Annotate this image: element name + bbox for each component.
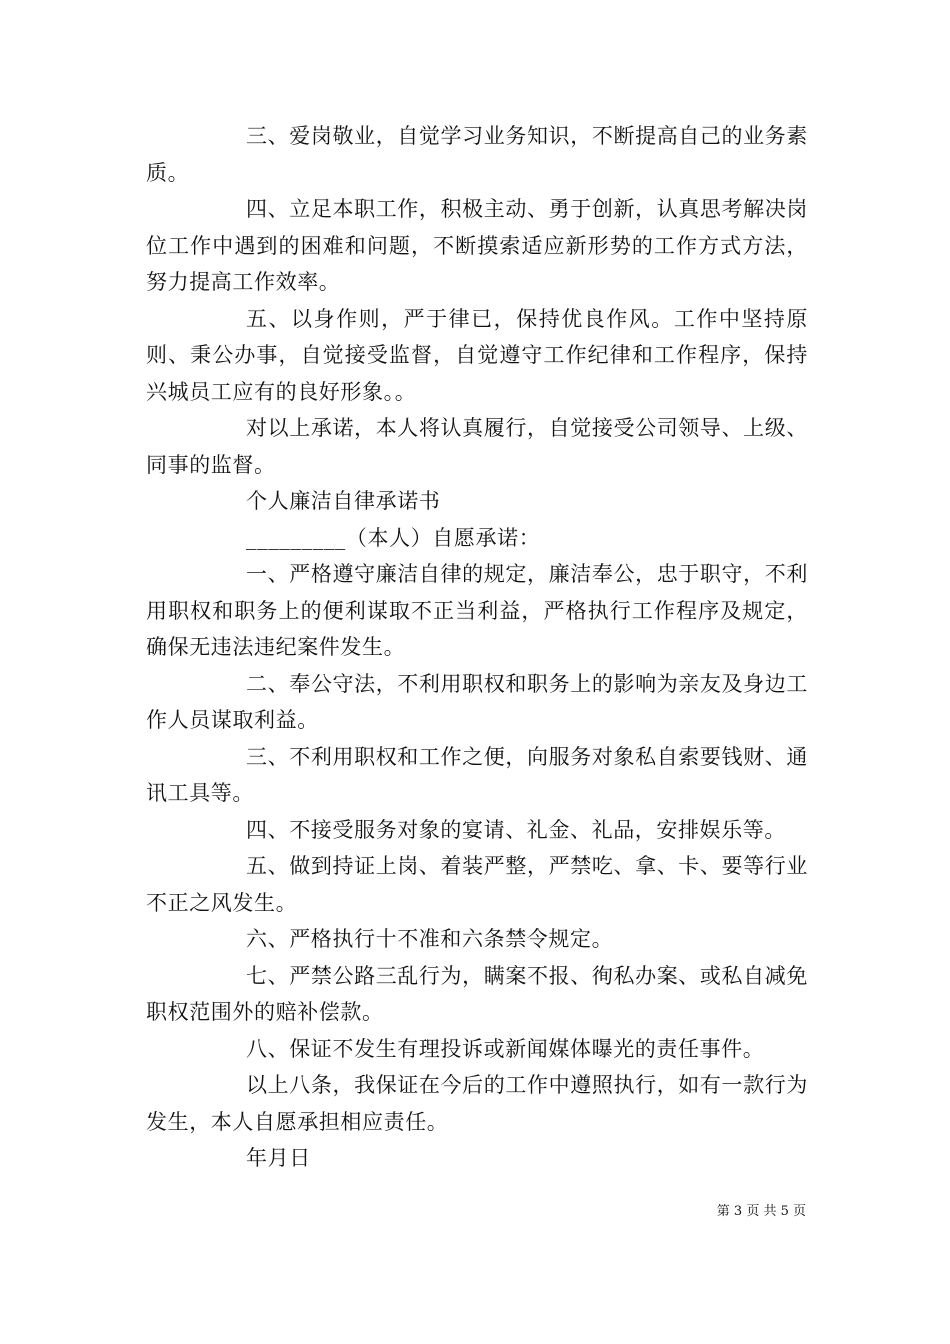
paragraph-pledge-7: 七、严禁公路三乱行为，瞒案不报、徇私办案、或私自减免职权范围外的赔补偿款。 (146, 963, 808, 1024)
paragraph-pledge-summary: 以上八条，我保证在今后的工作中遵照执行，如有一款行为发生，本人自愿承担相应责任。 (146, 1073, 808, 1134)
paragraph-pledge-1: 一、严格遵守廉洁自律的规定，廉洁奉公，忠于职守，不利用职权和职务上的便利谋取不正当利益，严格执行工作程序及规定，确保无违法违纪案件发生。 (146, 562, 808, 659)
paragraph-closing-statement: 对以上承诺，本人将认真履行，自觉接受公司领导、上级、同事的监督。 (146, 416, 808, 477)
paragraph-commitment-3: 三、爱岗敬业，自觉学习业务知识，不断提高自己的业务素质。 (146, 124, 808, 185)
section-title: 个人廉洁自律承诺书 (246, 489, 441, 513)
paragraph-pledge-2: 二、奉公守法，不利用职权和职务上的影响为亲友及身边工作人员谋取利益。 (146, 671, 808, 732)
paragraph-pledge-3: 三、不利用职权和工作之便，向服务对象私自索要钱财、通讯工具等。 (146, 744, 808, 805)
paragraph-pledge-8: 八、保证不发生有理投诉或新闻媒体曝光的责任事件。 (246, 1036, 765, 1061)
paragraph-commitment-5: 五、以身作则，严于律已，保持优良作风。工作中坚持原则、秉公办事，自觉接受监督，自觉遵守工作纪律和工作程序，保持兴城员工应有的良好形象。。 (146, 306, 808, 404)
paragraph-pledge-4: 四、不接受服务对象的宴请、礼金、礼品，安排娱乐等。 (246, 817, 786, 842)
page-number-footer: 第 3 页 共 5 页 (716, 1204, 806, 1219)
paragraph-pledge-5: 五、做到持证上岗、着装严整，严禁吃、拿、卡、要等行业不正之风发生。 (146, 854, 808, 915)
document-body (146, 118, 808, 1177)
paragraph-pledge-6: 六、严格执行十不准和六条禁令规定。 (246, 927, 614, 951)
paragraph-commitment-4: 四、立足本职工作，积极主动、勇于创新，认真思考解决岗位工作中遇到的困难和问题，不断摸索适应新形势的工作方式方法，努力提高工作效率。 (146, 197, 808, 294)
date-line: 年月日 (246, 1146, 311, 1170)
paragraph-self-pledge: _________（本人）自愿承诺： (246, 525, 541, 550)
